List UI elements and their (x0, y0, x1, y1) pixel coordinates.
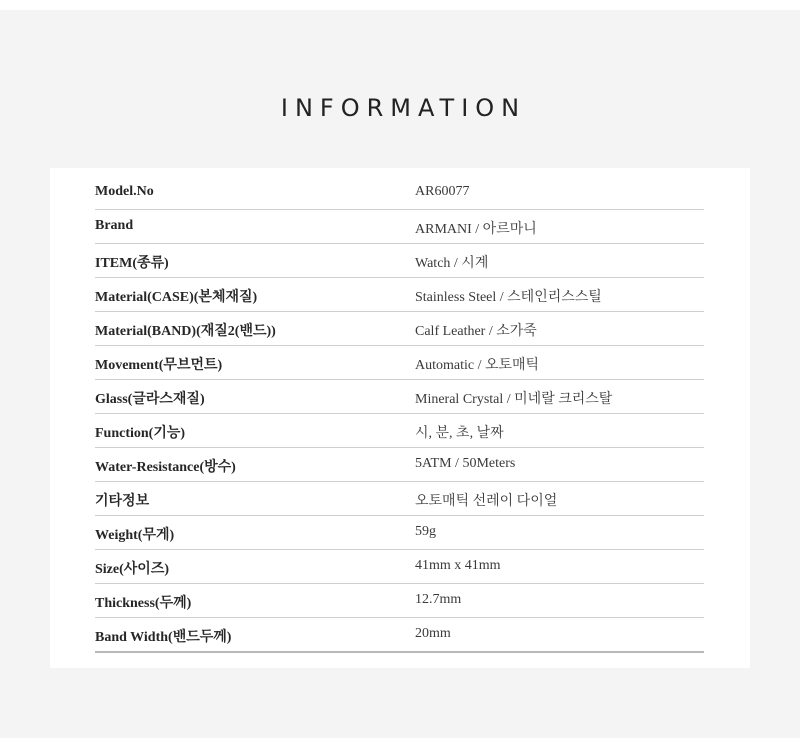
row-label: Water-Resistance(방수) (95, 460, 236, 475)
table-row (95, 516, 704, 550)
row-label: Model.No (95, 184, 154, 199)
background-panel (0, 10, 800, 738)
table-row (95, 618, 704, 651)
table-row (95, 244, 704, 278)
row-value: Mineral Crystal / 미네랄 크리스탈 (415, 392, 613, 407)
info-table (95, 176, 704, 653)
row-label: Glass(글라스재질) (95, 392, 205, 407)
row-label: Material(CASE)(본체재질) (95, 290, 258, 305)
row-value: 시, 분, 초, 날짜 (415, 426, 504, 441)
row-value: ARMANI / 아르마니 (415, 222, 537, 237)
row-label: Band Width(밴드두께) (95, 630, 232, 645)
row-value: Watch / 시계 (415, 256, 489, 271)
row-label: 기타정보 (95, 494, 150, 509)
row-label: Weight(무게) (95, 528, 175, 543)
table-row (95, 278, 704, 312)
row-label: Function(기능) (95, 426, 186, 441)
row-value: Stainless Steel / 스테인리스스틸 (415, 290, 602, 305)
table-row (95, 448, 704, 482)
row-value: 59g (415, 524, 436, 539)
table-row (95, 312, 704, 346)
row-value: 12.7mm (415, 592, 462, 607)
table-row (95, 346, 704, 380)
row-label: Brand (95, 218, 134, 233)
table-row (95, 210, 704, 244)
page-title: INFORMATION (280, 94, 527, 122)
table-row (95, 482, 704, 516)
row-value: 5ATM / 50Meters (415, 456, 516, 471)
row-value: 41mm x 41mm (415, 558, 501, 573)
table-row (95, 584, 704, 618)
table-row (95, 550, 704, 584)
info-card (50, 168, 750, 668)
table-row (95, 380, 704, 414)
row-value: Calf Leather / 소가죽 (415, 324, 537, 339)
row-label: ITEM(종류) (95, 256, 169, 271)
row-label: Thickness(두께) (95, 596, 192, 611)
row-value: AR60077 (415, 184, 470, 199)
row-value: 20mm (415, 626, 451, 641)
row-value: Automatic / 오토매틱 (415, 358, 540, 373)
row-label: Material(BAND)(재질2(밴드)) (95, 324, 276, 339)
table-row (95, 176, 704, 210)
row-value: 오토매틱 선레이 다이얼 (415, 494, 558, 509)
row-label: Movement(무브먼트) (95, 358, 223, 373)
table-row (95, 414, 704, 448)
row-label: Size(사이즈) (95, 562, 169, 577)
